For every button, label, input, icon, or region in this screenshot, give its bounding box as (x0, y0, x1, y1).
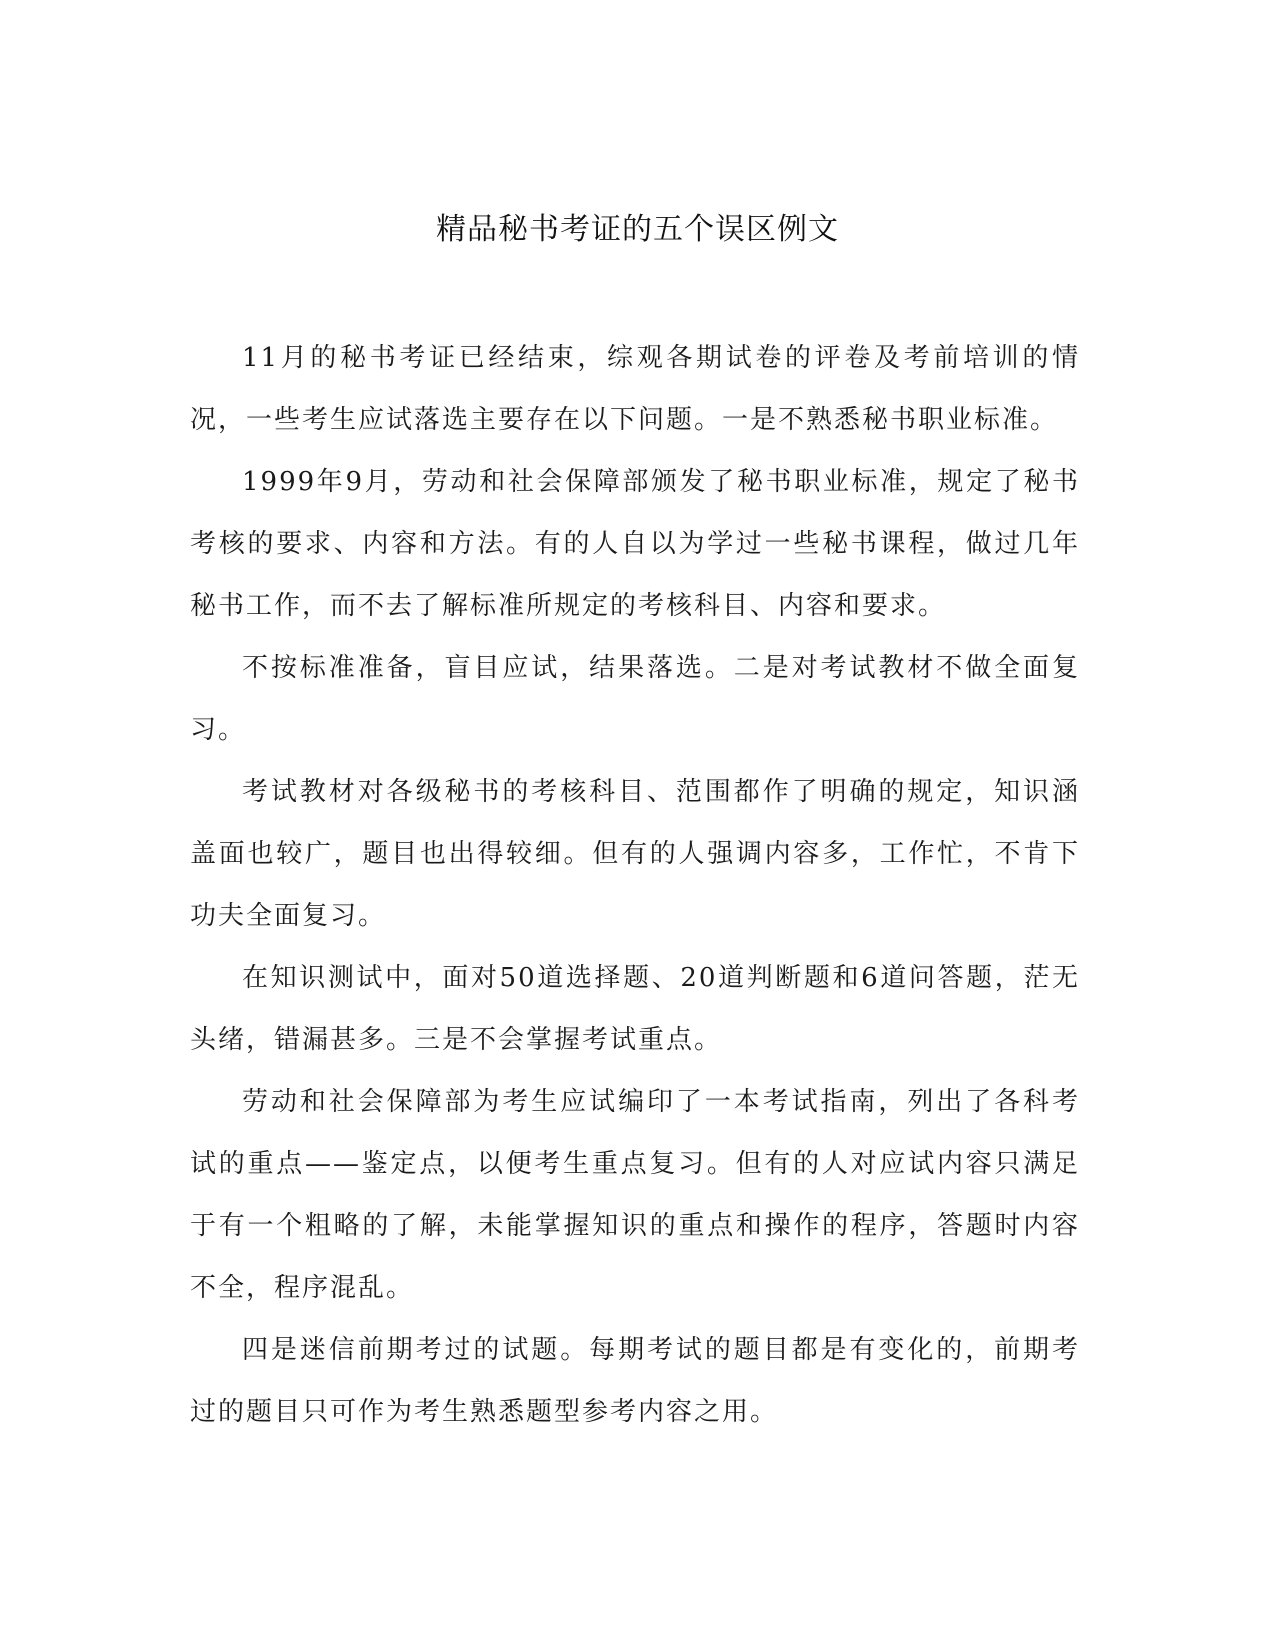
document-title: 精品秘书考证的五个误区例文 (436, 212, 839, 247)
paragraph: 考试教材对各级秘书的考核科目、范围都作了明确的规定，知识涵盖面也较广，题目也出得较细。但有的人强调内容多，工作忙，不肯下功夫全面复习。 (190, 777, 1080, 931)
paragraph: 1999年9月，劳动和社会保障部颁发了秘书职业标准，规定了秘书考核的要求、内容和方法。有的人自以为学过一些秘书课程，做过几年秘书工作，而不去了解标准所规定的考核科目、内容和要求。 (190, 467, 1080, 621)
paragraph: 在知识测试中，面对50道选择题、20道判断题和6道问答题，茫无头绪，错漏甚多。三是不会掌握考试重点。 (190, 963, 1080, 1055)
paragraph: 不按标准准备，盲目应试，结果落选。二是对考试教材不做全面复习。 (190, 653, 1080, 745)
document-body (190, 327, 1080, 1443)
paragraph: 11月的秘书考证已经结束，综观各期试卷的评卷及考前培训的情况，一些考生应试落选主要存在以下问题。一是不熟悉秘书职业标准。 (190, 343, 1080, 435)
paragraph: 劳动和社会保障部为考生应试编印了一本考试指南，列出了各科考试的重点——鉴定点，以便考生重点复习。但有的人对应试内容只满足于有一个粗略的了解，未能掌握知识的重点和操作的程序，答题时内容不全，程序混乱。 (190, 1087, 1080, 1303)
paragraph: 四是迷信前期考过的试题。每期考试的题目都是有变化的，前期考过的题目只可作为考生熟悉题型参考内容之用。 (190, 1335, 1080, 1427)
